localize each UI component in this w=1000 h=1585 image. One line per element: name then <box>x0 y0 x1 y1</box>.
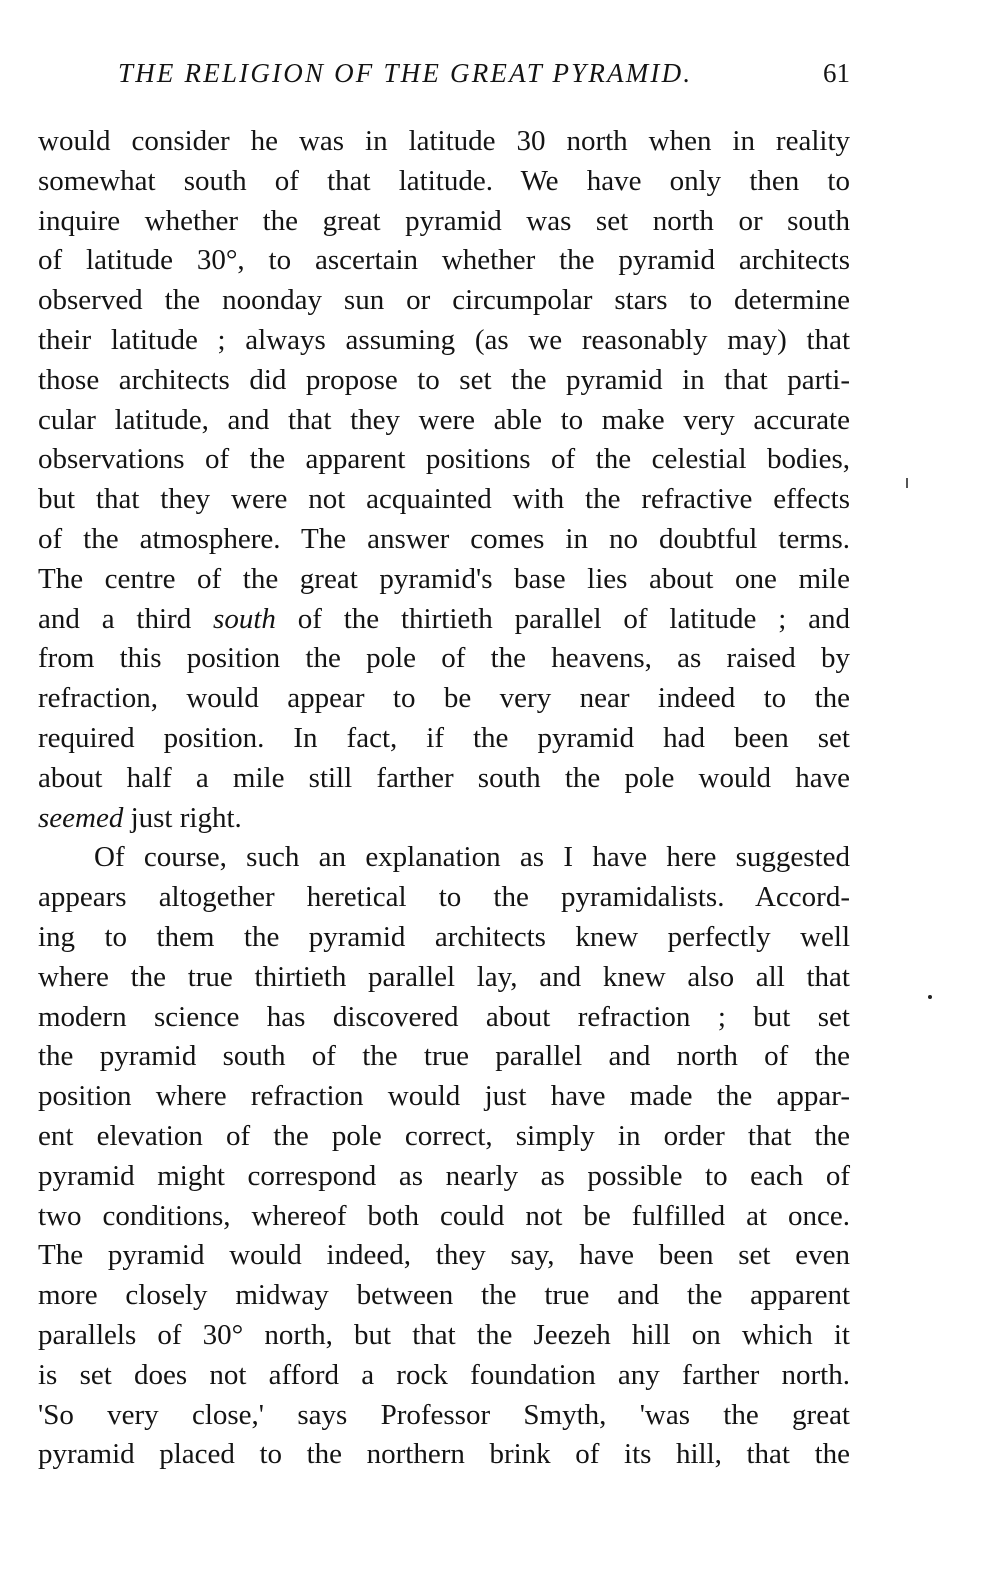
text-run: of the thirtieth parallel of latitude ; and <box>275 602 851 635</box>
text-line <box>38 600 850 640</box>
text-line: 'So very close,' says Professor Smyth, 'was the great <box>38 1398 850 1431</box>
text-line: Of course, such an explanation as I have here suggested <box>94 841 850 874</box>
text-line <box>38 799 850 839</box>
text-line: is set does not afford a rock foundation any farther north. <box>38 1358 850 1391</box>
running-title: THE RELIGION OF THE GREAT PYRAMID. <box>118 58 693 88</box>
text-line: more closely midway between the true and the apparent <box>38 1279 850 1312</box>
text-line: required position. In fact, if the pyramid had been set <box>38 721 850 754</box>
text-line: their latitude ; always assuming (as we reasonably may) that <box>38 323 850 356</box>
text-line: from this position the pole of the heavens, as raised by <box>38 642 850 675</box>
text-line: pyramid placed to the northern brink of its hill, that the <box>38 1438 850 1471</box>
text-run: just right. <box>123 801 242 834</box>
text-run: and a third <box>38 602 214 635</box>
text-line: observations of the apparent positions of the celestial bodies, <box>38 443 850 476</box>
body-text <box>38 122 850 1475</box>
text-line: modern science has discovered about refraction ; but set <box>38 1000 850 1033</box>
emphasis: seemed <box>38 801 124 834</box>
text-line: pyramid might correspond as nearly as possible to each of <box>38 1159 850 1192</box>
text-line: would consider he was in latitude 30 north when in reality <box>38 125 850 157</box>
page-number: 61 <box>823 58 850 88</box>
text-line: where the true thirtieth parallel lay, and knew also all that <box>38 960 850 993</box>
text-line: of latitude 30°, to ascertain whether the pyramid architects <box>38 244 850 277</box>
text-line: The pyramid would indeed, they say, have been set even <box>38 1239 850 1272</box>
text-line: about half a mile still farther south the pole would have <box>38 761 850 794</box>
text-line: those architects did propose to set the pyramid in that parti- <box>38 363 850 396</box>
text-line: inquire whether the great pyramid was set north or south <box>38 204 850 237</box>
text-line: position where refraction would just have made the appar- <box>38 1080 850 1113</box>
text-line: ing to them the pyramid architects knew perfectly well <box>38 920 850 953</box>
running-head <box>38 58 850 98</box>
text-line: ent elevation of the pole correct, simply in order that the <box>38 1119 850 1152</box>
text-line: cular latitude, and that they were able to make very accurate <box>38 403 850 436</box>
margin-speck <box>928 995 932 999</box>
text-line: somewhat south of that latitude. We have only then to <box>38 164 850 197</box>
text-line: refraction, would appear to be very near indeed to the <box>38 682 850 715</box>
text-line: the pyramid south of the true parallel and north of the <box>38 1040 850 1073</box>
text-line: appears altogether heretical to the pyramidalists. Accord- <box>38 881 850 914</box>
margin-speck <box>906 478 908 488</box>
text-line: observed the noonday sun or circumpolar stars to determine <box>38 284 850 317</box>
emphasis: south <box>213 602 276 635</box>
text-line: of the atmosphere. The answer comes in no doubtful terms. <box>38 522 850 555</box>
text-line: two conditions, whereof both could not be fulfilled at once. <box>38 1199 850 1232</box>
text-line: but that they were not acquainted with the refractive effects <box>38 483 850 516</box>
text-line: The centre of the great pyramid's base lies about one mile <box>38 562 850 595</box>
text-line: parallels of 30° north, but that the Jeezeh hill on which it <box>38 1318 850 1351</box>
